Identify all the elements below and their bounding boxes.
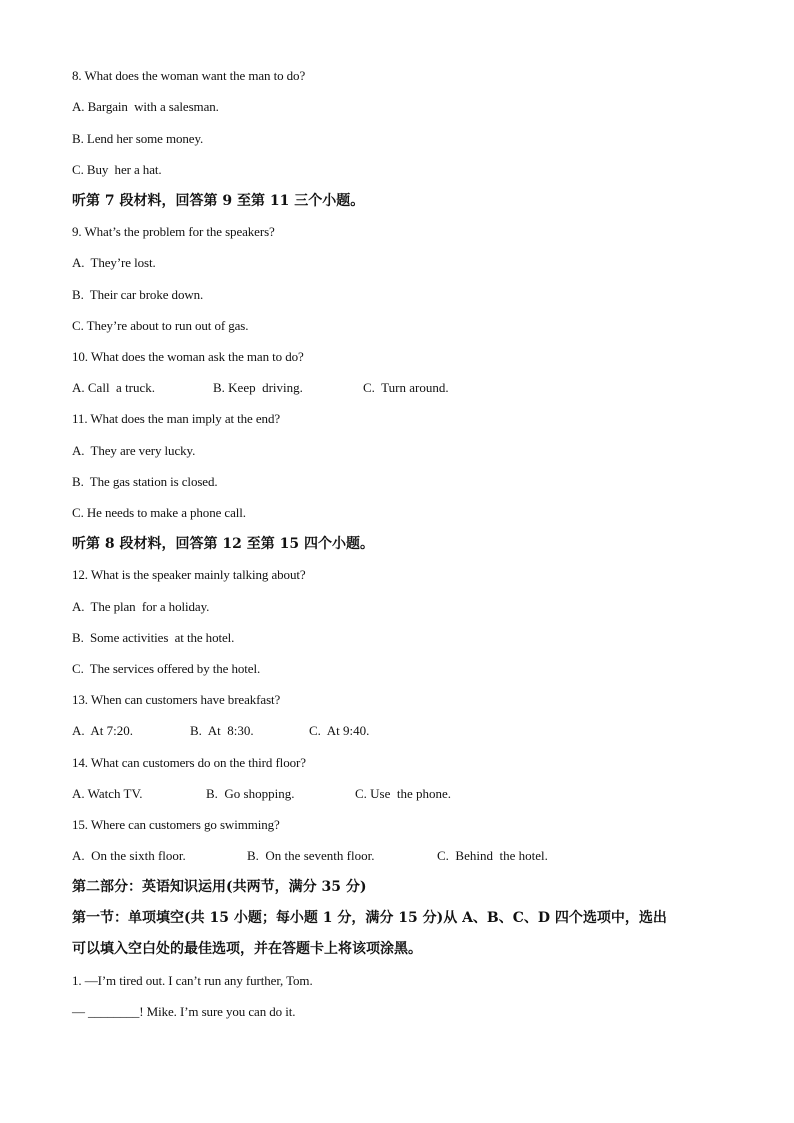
question-stem: 12. What is the speaker mainly talking about? bbox=[72, 567, 306, 582]
answer-option: A. The plan for a holiday. bbox=[72, 599, 210, 614]
answer-option: A. Watch TV. bbox=[72, 786, 143, 801]
answer-option: B. Their car broke down. bbox=[72, 287, 204, 302]
question-stem: 13. When can customers have breakfast? bbox=[72, 692, 281, 707]
question-stem: 14. What can customers do on the third floor? bbox=[72, 755, 306, 770]
answer-option: C. Buy her a hat. bbox=[72, 162, 162, 177]
instruction-text: 可以填入空白处的最佳选项，并在答题卡上将该项涂黑。 bbox=[72, 941, 422, 957]
answer-option: B. Go shopping. bbox=[206, 786, 295, 801]
answer-option: B. Lend her some money. bbox=[72, 131, 204, 146]
answer-option: A. On the sixth floor. bbox=[72, 848, 186, 863]
question-stem: 10. What does the woman ask the man to do? bbox=[72, 349, 304, 364]
answer-option: C. They’re about to run out of gas. bbox=[72, 318, 249, 333]
answer-option: B. At 8:30. bbox=[190, 723, 254, 738]
section-heading: 听第 8 段材料，回答第 12 至第 15 四个小题。 bbox=[72, 536, 374, 552]
answer-option: B. The gas station is closed. bbox=[72, 474, 218, 489]
answer-option: C. Use the phone. bbox=[355, 786, 452, 801]
answer-option: C. At 9:40. bbox=[309, 723, 370, 738]
answer-option: A. Call a truck. bbox=[72, 380, 156, 395]
question-stem: 8. What does the woman want the man to do? bbox=[72, 68, 306, 83]
answer-option: C. The services offered by the hotel. bbox=[72, 661, 261, 676]
section-heading: 听第 7 段材料，回答第 9 至第 11 三个小题。 bbox=[72, 193, 365, 209]
answer-option: A. They are very lucky. bbox=[72, 443, 196, 458]
question-stem: 11. What does the man imply at the end? bbox=[72, 411, 281, 426]
part-heading: 第二部分：英语知识运用(共两节，满分 35 分) bbox=[72, 879, 367, 895]
question-stem: 1. —I’m tired out. I can’t run any further, Tom. bbox=[72, 973, 313, 988]
answer-option: B. On the seventh floor. bbox=[247, 848, 375, 863]
answer-option: B. Some activities at the hotel. bbox=[72, 630, 235, 645]
answer-option: C. Behind the hotel. bbox=[437, 848, 548, 863]
question-stem: 9. What’s the problem for the speakers? bbox=[72, 224, 275, 239]
answer-option: C. He needs to make a phone call. bbox=[72, 505, 246, 520]
answer-option: A. At 7:20. bbox=[72, 723, 134, 738]
answer-option: C. Turn around. bbox=[363, 380, 449, 395]
answer-option: B. Keep driving. bbox=[213, 380, 303, 395]
question-stem: 15. Where can customers go swimming? bbox=[72, 817, 280, 832]
instruction-text: 第一节：单项填空(共 15 小题；每小题 1 分，满分 15 分)从 A、B、C、D 四个选项中，选出 bbox=[72, 910, 667, 926]
answer-option: A. They’re lost. bbox=[72, 255, 156, 270]
question-response: — ________! Mike. I’m sure you can do it. bbox=[72, 1004, 296, 1019]
answer-option: A. Bargain with a salesman. bbox=[72, 99, 219, 114]
